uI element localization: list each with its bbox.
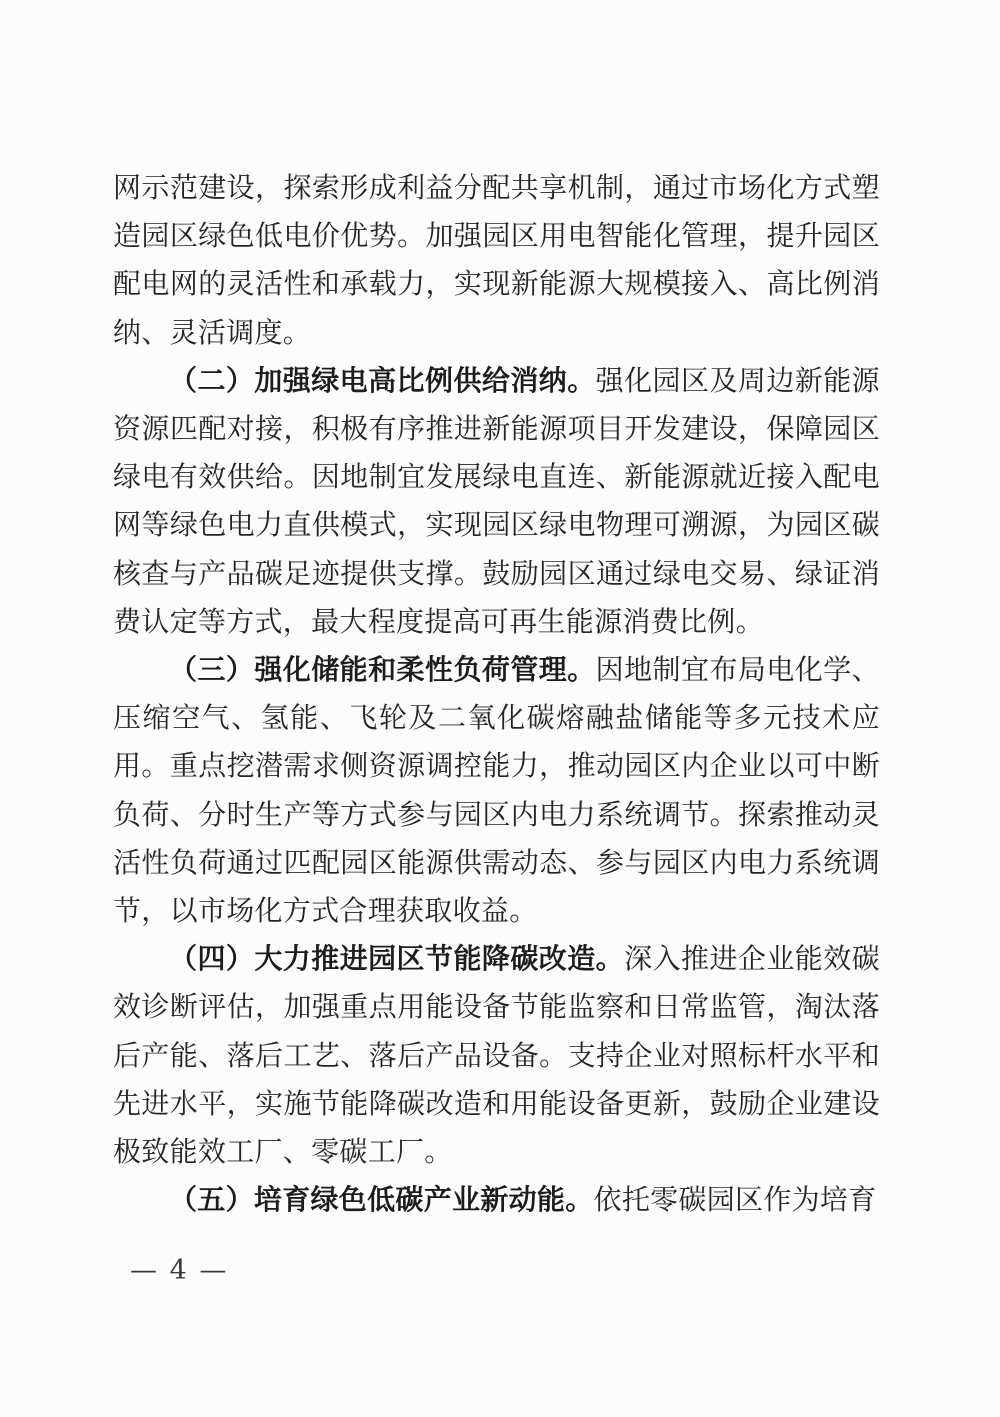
paragraph-text: 因地制宜布局电化学、压缩空气、氢能、飞轮及二氧化碳熔融盐储能等多元技术应用。重点挖潜需求侧资源调控能力，推动园区内企业以可中断负荷、分时生产等方式参与园区内电力系统调节。探索推动灵活性负荷通过匹配园区能源供需动态、参与园区内电力系统调节，以市场化方式合理获取收益。 xyxy=(113,653,880,928)
paragraph-section-3 xyxy=(113,646,880,935)
paragraph-text: 依托零碳园区作为培育 xyxy=(593,1183,877,1217)
paragraph-text: 强化园区及周边新能源资源匹配对接，积极有序推进新能源项目开发建设，保障园区绿电有效供给。因地制宜发展绿电直连、新能源就近接入配电网等绿色电力直供模式，实现园区绿电物理可溯源，为园区碳核查与产品碳足迹提供支撑。鼓励园区通过绿电交易、绿证消费认定等方式，最大程度提高可再生能源消费比例。 xyxy=(113,363,880,638)
paragraph-text: 网示范建设，探索形成利益分配共享机制，通过市场化方式塑造园区绿色低电价优势。加强园区用电智能化管理，提升园区配电网的灵活性和承载力，实现新能源大规模接入、高比例消纳、灵活调度。 xyxy=(113,171,880,349)
paragraph-section-4 xyxy=(113,935,880,1176)
section-5-heading: （五）培育绿色低碳产业新动能。 xyxy=(169,1183,594,1217)
section-2-heading: （二）加强绿电高比例供给消纳。 xyxy=(169,363,596,397)
document-body xyxy=(113,164,880,1224)
paragraph-continuation xyxy=(113,164,880,357)
paragraph-section-5 xyxy=(113,1176,880,1224)
section-4-heading: （四）大力推进园区节能降碳改造。 xyxy=(169,942,625,976)
paragraph-text: 深入推进企业能效碳效诊断评估，加强重点用能设备节能监察和日常监管，淘汰落后产能、落后工艺、落后产品设备。支持企业对照标杆水平和先进水平，实施节能降碳改造和用能设备更新，鼓励企业建设极致能效工厂、零碳工厂。 xyxy=(113,942,880,1169)
paragraph-section-2 xyxy=(113,357,880,646)
section-3-heading: （三）强化储能和柔性负荷管理。 xyxy=(169,653,596,687)
page-number: — 4 — xyxy=(130,1255,229,1286)
